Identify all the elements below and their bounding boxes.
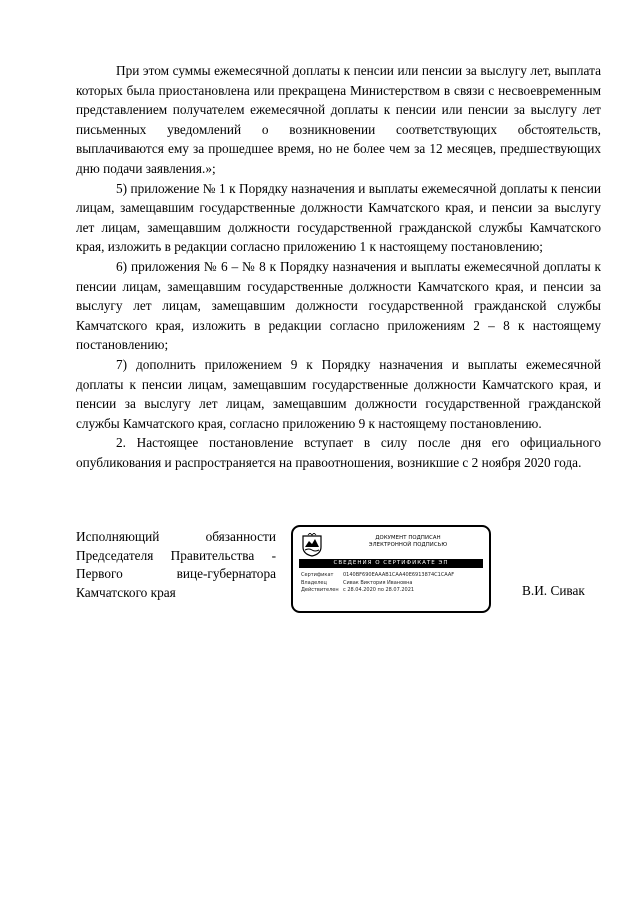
signatory-position: [76, 528, 276, 602]
signatory-name: В.И. Сивак: [522, 583, 585, 598]
stamp-title-line: ДОКУМЕНТ ПОДПИСАН: [375, 535, 441, 541]
certificate-row-key: Сертификат: [301, 572, 334, 578]
kamchatka-coat-of-arms-icon: [301, 533, 323, 557]
stamp-title-line: ЭЛЕКТРОННОЙ ПОДПИСЬЮ: [368, 542, 448, 548]
certificate-info-bar: СВЕДЕНИЯ О СЕРТИФИКАТЕ ЭП: [299, 559, 483, 568]
body-paragraph: 7) дополнить приложением 9 к Порядку назначения и выплаты ежемесячной доплаты к пенсии лицам, замещавшим государственные должности Камчатского края, и пенсии за выслугу лет лицам, замещавшим должности государственной гражданской службы Камчатского края, согласно приложению 9 к настоящему постановлению.: [76, 356, 601, 431]
certificate-row: [301, 587, 483, 595]
certificate-row-key: Действителен: [301, 587, 339, 593]
electronic-signature-stamp: [291, 525, 491, 613]
certificate-details: [301, 572, 483, 595]
body-paragraph: 2. Настоящее постановление вступает в силу после дня его официального опубликования и распространяется на правоотношения, возникшие с 2 ноября 2020 года.: [76, 435, 601, 470]
body-paragraph: 6) приложения № 6 – № 8 к Порядку назначения и выплаты ежемесячной доплаты к пенсии лицам, замещавшим государственные должности Камчатского края, и пенсии за выслугу лет лицам, замещавшим должности государственной гражданской службы Камчатского края, изложить в редакции согласно приложениям 2 – 8 к настоящему постановлению;: [76, 258, 601, 353]
certificate-row: [301, 572, 483, 580]
body-paragraph: 5) приложение № 1 к Порядку назначения и выплаты ежемесячной доплаты к пенсии лицам, замещавшим государственные должности Камчатского края, и пенсии за выслугу лет лицам, замещавшим должности государственной гражданской службы Камчатского края, изложить в редакции согласно приложению 1 к настоящему постановлению;: [76, 180, 601, 255]
stamp-title: [333, 535, 483, 549]
document-body: [76, 61, 601, 472]
certificate-row-key: Владелец: [301, 579, 327, 586]
signatory-position-line: Председателя Правительства -: [76, 547, 276, 563]
certificate-row-value: 0140BF690EAAAB1CAA40E6913874C1CAAF: [343, 572, 455, 578]
signatory-position-line: Камчатского края: [76, 584, 176, 600]
certificate-row-value: Сивак Виктория Ивановна: [343, 579, 413, 586]
certificate-row: [301, 580, 483, 588]
signatory-position-line: Исполняющий обязанности: [76, 529, 276, 544]
signatory-position-line: Первого вице-губернатора: [76, 566, 276, 581]
certificate-row-value: с 28.04.2020 по 28.07.2021: [343, 587, 415, 593]
body-paragraph: При этом суммы ежемесячной доплаты к пенсии или пенсии за выслугу лет, выплата которых была приостановлена или прекращена Министерством в связи с несвоевременным представлением получателем ежемесячной доплаты к пенсии или пенсии за выслугу лет письменных уведомлений о возникновении соответствующих обстоятельств, выплачиваются ему за прошедшее время, но не более чем за 12 месяцев, предшествующих дню подачи заявления.»;: [76, 63, 601, 176]
